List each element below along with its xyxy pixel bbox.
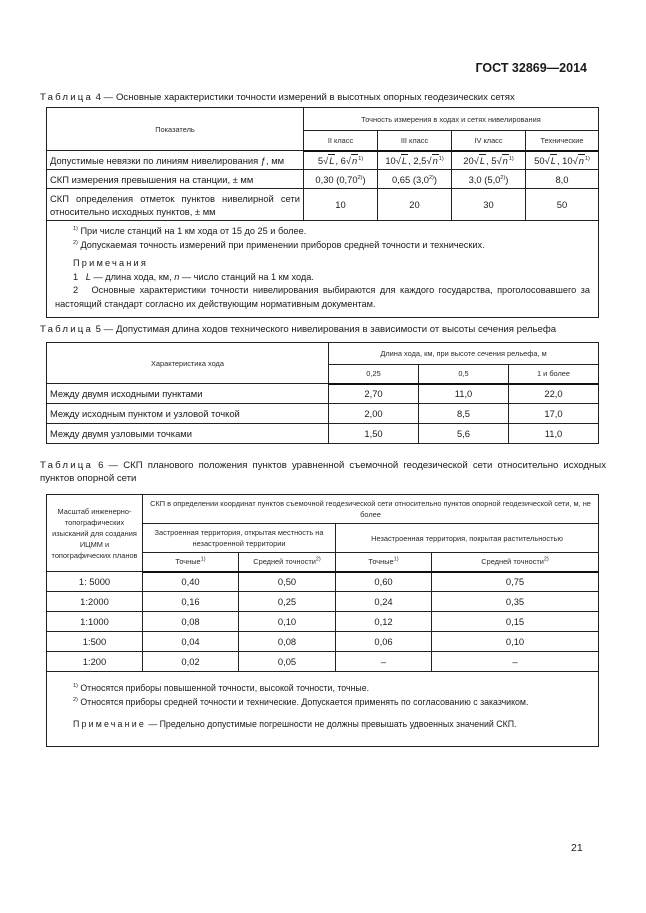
table4-header-class: Технические <box>526 131 599 151</box>
table-cell: 0,25 <box>239 592 336 612</box>
table5 <box>46 342 599 444</box>
table-cell: 0,16 <box>143 592 239 612</box>
table6-header-precise: Точные$^{1)}$ <box>336 553 432 572</box>
table6-caption-word: Таблица <box>40 460 94 471</box>
table4-caption <box>40 91 606 104</box>
page-number: 21 <box>571 842 583 854</box>
table6-header-group: СКП в определении координат пунктов съемочной геодезической сети относительно пунктов опорной геодезической сети, м, не более <box>143 495 599 524</box>
footnote: $^{2)}$ Относятся приборы средней точности и технические. Допускается применять по согласованию с заказчиком. <box>73 696 529 707</box>
table-cell: 5,6 <box>419 424 509 444</box>
table-row <box>47 384 599 404</box>
note-item: 2 Основные характеристики точности нивелирования выбираются для каждого государства, проголосовавшего за настоящий стандарт согласно их действующим нормативным документам. <box>55 285 590 309</box>
table6-header-medium: Средней точности$^{2)}$ <box>432 553 599 572</box>
table-cell: 0,06 <box>336 632 432 652</box>
table-cell: 30 <box>452 189 526 221</box>
note-item: 1 L — длина хода, км, n — число станций на 1 км хода. <box>73 271 314 282</box>
table5-header-height: 0,5 <box>419 365 509 384</box>
tolerance-formula: 10√L, $2,5√n^{1)}$ <box>378 151 452 170</box>
table-cell: – <box>336 652 432 672</box>
table-cell: 1,50 <box>329 424 419 444</box>
table-row <box>47 189 599 221</box>
table6-header-built: Застроенная территория, открытая местность на незастроенной территории <box>143 524 336 553</box>
tolerance-formula: 50√L, $10√n^{1)}$ <box>526 151 599 170</box>
table-cell: 2,00 <box>329 404 419 424</box>
table5-header-height: 1 и более <box>509 365 599 384</box>
table-cell: 0,10 <box>239 612 336 632</box>
footnote: $^{1)}$ При числе станций на 1 км хода от 15 до 25 и более. <box>73 225 307 236</box>
table6-header-precise: Точные$^{1)}$ <box>143 553 239 572</box>
scale-cell: 1:2000 <box>47 592 143 612</box>
table4-caption-text: 4 — Основные характеристики точности измерений в высотных опорных геодезических сетях <box>93 92 515 103</box>
table-cell: 0,12 <box>336 612 432 632</box>
row-label: СКП измерения превышения на станции, ± мм <box>47 170 304 189</box>
tolerance-formula: 5√L, $6√n^{1)}$ <box>304 151 378 170</box>
row-label: Между двумя исходными пунктами <box>47 384 329 404</box>
table-row <box>47 572 599 592</box>
row-label: Между двумя узловыми точками <box>47 424 329 444</box>
table-cell: 0,05 <box>239 652 336 672</box>
notes-title: Примечания <box>73 258 149 268</box>
table4-caption-word: Таблица <box>40 92 94 103</box>
table4-header-indicator: Показатель <box>47 108 304 151</box>
table-cell: 0,08 <box>143 612 239 632</box>
table5-caption <box>40 323 606 336</box>
table6-caption-text: 6 — СКП планового положения пунктов уравненной съемочной геодезической сети относительно исходных пунктов опорной сети <box>40 460 606 484</box>
table-cell: 0,10 <box>432 632 599 652</box>
scale-cell: 1:200 <box>47 652 143 672</box>
table-cell: 0,15 <box>432 612 599 632</box>
table-cell: 0,50 <box>239 572 336 592</box>
table5-header-height: 0,25 <box>329 365 419 384</box>
table-cell: 0,02 <box>143 652 239 672</box>
table-cell: 0,75 <box>432 572 599 592</box>
table-cell: 11,0 <box>509 424 599 444</box>
table-cell: 22,0 <box>509 384 599 404</box>
table5-header-group: Длина хода, км, при высоте сечения рельефа, м <box>329 343 599 365</box>
table-cell: 0,60 <box>336 572 432 592</box>
table-cell: 0,65 (3,0$^{2)}$) <box>378 170 452 189</box>
table-cell: 0,04 <box>143 632 239 652</box>
table-cell: 3,0 (5,0$^{2)}$) <box>452 170 526 189</box>
table-row <box>47 632 599 652</box>
tolerance-formula: 20√L, $5√n^{1)}$ <box>452 151 526 170</box>
document-code-header: ГОСТ 32869—2014 <box>475 61 587 75</box>
table-cell: 0,35 <box>432 592 599 612</box>
footnote: $^{2)}$ Допускаемая точность измерений при применении приборов средней точности и технических. <box>73 239 485 250</box>
table-row <box>47 170 599 189</box>
table4-header-group: Точность измерения в ходах и сетях нивелирования <box>304 108 599 131</box>
table-row <box>47 652 599 672</box>
table6-header-medium: Средней точности$^{2)}$ <box>239 553 336 572</box>
table-cell: 50 <box>526 189 599 221</box>
table-cell: 0,08 <box>239 632 336 652</box>
table6-note: Примечание — Предельно допустимые погрешности не должны превышать удвоенных значений СКП. <box>73 719 517 729</box>
table5-header-characteristic: Характеристика хода <box>47 343 329 384</box>
table6-header-unbuilt: Незастроенная территория, покрытая растительностью <box>336 524 599 553</box>
table5-caption-word: Таблица <box>40 324 94 335</box>
table-row <box>47 612 599 632</box>
table-row <box>47 151 599 170</box>
table-cell: 0,24 <box>336 592 432 612</box>
table4-header-class: II класс <box>304 131 378 151</box>
table4 <box>46 107 599 318</box>
table-cell: 11,0 <box>419 384 509 404</box>
table-cell: 20 <box>378 189 452 221</box>
row-label: Допустимые невязки по линиям нивелирования ƒ, мм <box>47 151 304 170</box>
footnote: $^{1)}$ Относятся приборы повышенной точности, высокой точности, точные. <box>73 683 370 693</box>
table-cell: – <box>432 652 599 672</box>
table5-caption-text: 5 — Допустимая длина ходов технического нивелирования в зависимости от высоты сечения рельефа <box>93 324 557 335</box>
table6-caption <box>40 459 606 485</box>
table-cell: 10 <box>304 189 378 221</box>
row-label: СКП определения отметок пунктов нивелирной сети относительно исходных пунктов, ± мм <box>47 189 304 221</box>
table-cell: 17,0 <box>509 404 599 424</box>
table4-header-class: IV класс <box>452 131 526 151</box>
table6 <box>46 494 599 747</box>
scale-cell: 1: 5000 <box>47 572 143 592</box>
scale-cell: 1:500 <box>47 632 143 652</box>
row-label: Между исходным пунктом и узловой точкой <box>47 404 329 424</box>
table6-notes <box>47 672 599 747</box>
table4-notes <box>47 221 599 318</box>
table-cell: 8,0 <box>526 170 599 189</box>
table-row <box>47 424 599 444</box>
table-cell: 0,30 (0,70$^{2)}$) <box>304 170 378 189</box>
table4-header-class: III класс <box>378 131 452 151</box>
table-cell: 2,70 <box>329 384 419 404</box>
table-row <box>47 404 599 424</box>
table-row <box>47 592 599 612</box>
table6-header-scale: Масштаб инженерно-топографических изысканий для создания ИЦММ и топографических планов <box>47 495 143 572</box>
table-cell: 8,5 <box>419 404 509 424</box>
scale-cell: 1:1000 <box>47 612 143 632</box>
table-cell: 0,40 <box>143 572 239 592</box>
